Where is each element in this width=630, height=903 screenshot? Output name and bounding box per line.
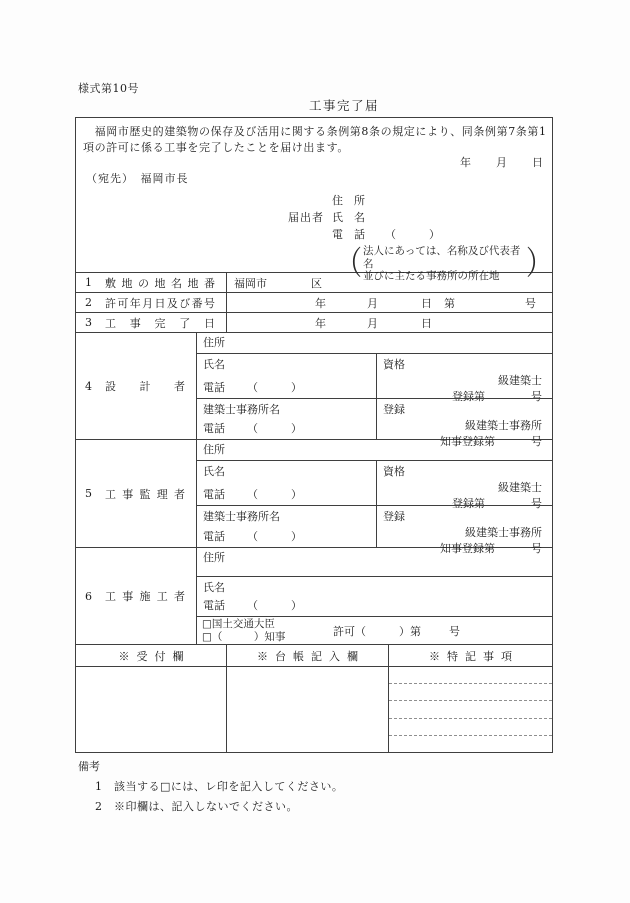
addressee-line: （宛先） 福岡市長 [86,172,189,185]
year-marker: 年 [315,296,326,310]
special-notes-line [389,701,552,718]
month-marker: 月 [367,316,378,330]
special-notes-cell [389,667,552,752]
designer-section-label: 設計者 [105,380,185,393]
applicant-label: 届出者 [288,211,324,224]
applicant-phone-label: 電 話 [332,228,365,241]
contractor-section-number: 6 [85,589,92,603]
applicant-indent [288,226,332,243]
number-suffix-marker: 号 [525,296,536,310]
supervisor-office-grade: 級建築士事務所 [465,526,542,539]
supervisor-governor-reg-prefix: 知事登録第 [440,542,495,555]
designer-governor-reg-suffix: 号 [531,435,542,448]
designer-architect-grade: 級建築士 [498,374,542,387]
license-permit-suffix: 号 [449,624,460,638]
form-title: 工事完了届 [308,98,380,113]
applicant-phone-paren: （ ） [385,228,440,241]
corp-note-open-paren: （ [336,245,363,283]
supervisor-registration-suffix: 号 [531,497,542,510]
site-city: 福岡市 [234,276,267,290]
designer-section-number: 4 [85,379,92,393]
completion-row-number: 3 [85,316,92,329]
month-marker: 月 [367,296,378,310]
site-address-value [227,273,552,292]
contractor-phone-label: 電話 [203,599,225,612]
applicant-block [288,192,552,283]
reception-cell [76,667,227,752]
site-ward: 区 [311,276,322,290]
office-use-header-row [76,644,552,666]
completion-date-value [227,313,552,332]
designer-phone-label: 電話 [203,381,225,394]
intro-paragraph-line2: 項の許可に係る工事を完了したことを届け出ます。 [83,141,349,154]
year-marker: 年 [315,316,326,330]
designer-registration-suffix: 号 [531,390,542,403]
special-notes-line [389,684,552,701]
supervisor-governor-reg-suffix: 号 [531,542,542,555]
number-prefix-marker: 第 [444,296,455,310]
contractor-address-label: 住所 [203,551,225,564]
permit-date-value [227,293,552,312]
site-address-row [76,272,552,292]
special-notes-line [389,736,552,752]
supervisor-office-reg-label: 登録 [383,510,405,523]
completion-row-label: 工事完了日 [105,316,215,330]
applicant-name-label: 氏 名 [332,211,365,224]
permit-date-row [76,292,552,312]
supervisor-name-label: 氏名 [203,465,225,478]
designer-phone-paren: （ ） [247,381,302,394]
supervisor-phone-label: 電話 [203,488,225,501]
designer-office-phone-label: 電話 [203,422,225,435]
day-marker: 日 [421,296,432,310]
supervisor-office-phone-paren: （ ） [247,530,302,543]
office-use-body-row [76,666,552,752]
designer-governor-reg-prefix: 知事登録第 [440,435,495,448]
supervisor-section [76,439,552,555]
site-row-number: 1 [85,276,92,289]
contractor-section-label: 工事施工者 [105,590,185,603]
ledger-column-header: ※台帳記入欄 [227,645,389,666]
supervisor-phone-paren: （ ） [247,488,302,501]
designer-address-label: 住所 [203,336,225,349]
designer-name-label: 氏名 [203,358,225,371]
designer-office-label: 建築士事務所名 [203,403,280,416]
supervisor-office-phone-label: 電話 [203,530,225,543]
submission-date-line: 年 月 日 [460,156,544,169]
supervisor-office-label: 建築士事務所名 [203,510,280,523]
applicant-indent [288,192,332,209]
ledger-cell [227,667,389,752]
completion-date-row [76,312,552,332]
corp-note-close-paren: ） [525,245,552,283]
governor-checkbox: □（ ）知事 [202,630,286,643]
designer-section [76,332,552,448]
contractor-name-label: 氏名 [203,581,225,594]
designer-qualification-label: 資格 [383,358,405,371]
main-form-box [75,117,553,753]
corp-note-line1: 法人にあっては、名称及び代表者名 [363,245,521,270]
special-notes-line [389,667,552,684]
license-permit-prefix: 許可（ ）第 [333,624,421,638]
reception-column-header: ※受付欄 [76,645,227,666]
day-marker: 日 [421,316,432,330]
remarks-block [78,757,343,817]
corp-note-line2: 並びに主たる事務所の所在地 [363,270,500,282]
remarks-item-2: 2 ※印欄は、記入しないでください。 [95,800,298,813]
special-notes-line [389,719,552,736]
supervisor-architect-grade: 級建築士 [498,481,542,494]
designer-registration-prefix: 登録第 [452,390,485,403]
permit-row-number: 2 [85,296,92,309]
permit-row-label: 許可年月日及び番号 [105,296,215,310]
supervisor-section-label: 工事監理者 [105,487,185,501]
designer-office-grade: 級建築士事務所 [465,419,542,432]
contractor-phone-paren: （ ） [247,599,302,612]
contractor-section [76,547,552,644]
designer-office-phone-paren: （ ） [247,422,302,435]
designer-office-reg-label: 登録 [383,403,405,416]
form-number: 様式第10号 [78,82,139,95]
supervisor-section-number: 5 [85,487,92,500]
supervisor-address-label: 住所 [203,443,225,456]
site-row-label: 敷地の地名地番 [105,276,215,290]
minister-checkbox: □国土交通大臣 [202,618,275,630]
supervisor-registration-prefix: 登録第 [452,497,485,510]
special-notes-column-header: ※特記事項 [429,649,519,663]
remarks-item-1: 1 該当する□には、レ印を記入してください。 [95,780,344,793]
supervisor-qualification-label: 資格 [383,465,405,478]
applicant-address-label: 住 所 [332,194,365,207]
remarks-title: 備考 [78,760,100,773]
intro-paragraph-line1: 福岡市歴史的建築物の保存及び活用に関する条例第8条の規定により、同条例第7条第1 [83,125,547,138]
